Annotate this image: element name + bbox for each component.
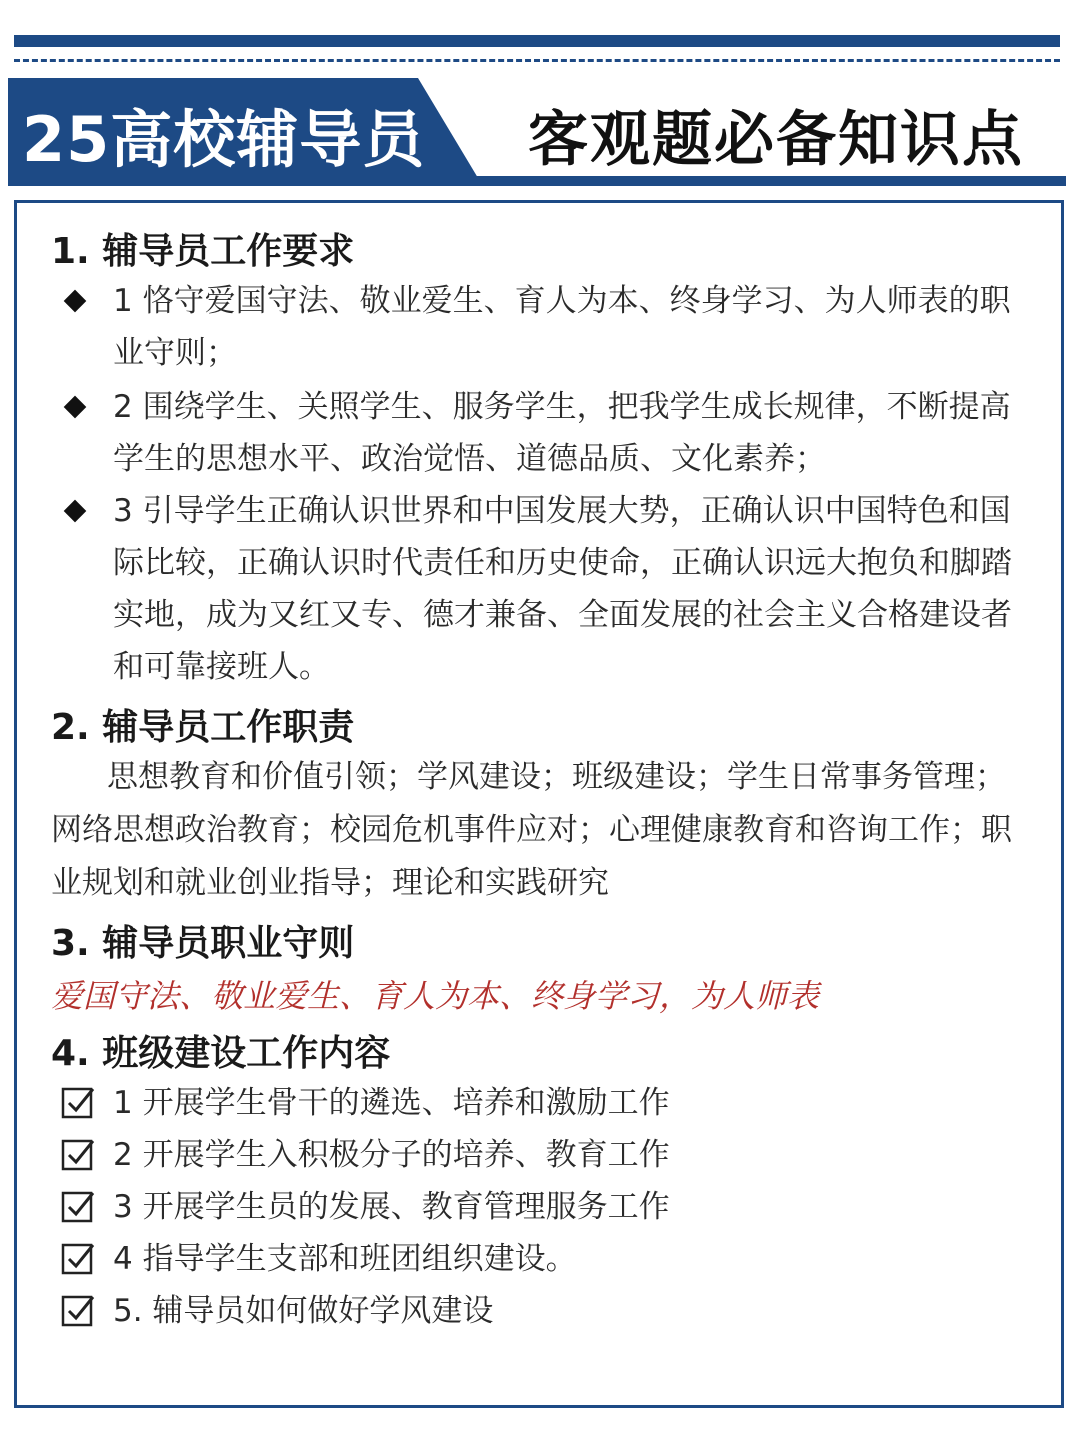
section-title-code: 3. 辅导员职业守则: [51, 923, 355, 964]
section-title-requirements: 1. 辅导员工作要求: [51, 231, 355, 272]
checkbox-checked-icon: [61, 1189, 95, 1223]
code-highlight: 爱国守法、敬业爱生、育人为本、终身学习，为人师表: [51, 977, 820, 1015]
diamond-bullet-icon: [64, 290, 87, 313]
duties-paragraph: 思想教育和价值引领；学风建设；班级建设；学生日常事务管理；网络思想政治教育；校园危机事件应对；心理健康教育和咨询工作；职业规划和就业创业指导；理论和实践研究: [51, 759, 1012, 901]
requirement-text: 3 引导学生正确认识世界和中国发展大势，正确认识中国特色和国际比较，正确认识时代责任和历史使命，正确认识远大抱负和脚踏实地，成为又红又专、德才兼备、全面发展的社会主义合格建设者和可靠接班人。: [113, 493, 1012, 685]
checkbox-checked-icon: [61, 1293, 95, 1327]
diamond-bullet-icon: [64, 500, 87, 523]
content-panel: [14, 200, 1064, 1408]
checklist-text: 5. 辅导员如何做好学风建设: [113, 1293, 494, 1329]
checklist-text: 4 指导学生支部和班团组织建设。: [113, 1241, 577, 1277]
header-banner: [8, 78, 1066, 186]
diamond-bullet-icon: [64, 396, 87, 419]
section-title-class-building: 4. 班级建设工作内容: [51, 1033, 391, 1074]
section-title-duties: 2. 辅导员工作职责: [51, 707, 355, 748]
checkbox-checked-icon: [61, 1137, 95, 1171]
checklist-text: 2 开展学生入积极分子的培养、教育工作: [113, 1137, 670, 1173]
requirement-text: 1 恪守爱国守法、敬业爱生、育人为本、终身学习、为人师表的职业守则；: [113, 283, 1011, 371]
checkbox-checked-icon: [61, 1085, 95, 1119]
header-right-title: 客观题必备知识点: [528, 105, 1024, 175]
top-rule-dashed: [14, 59, 1060, 62]
header-left-title: 25高校辅导员: [22, 103, 426, 176]
checklist-text: 1 开展学生骨干的遴选、培养和激励工作: [113, 1085, 670, 1121]
checkbox-checked-icon: [61, 1241, 95, 1275]
checklist-text: 3 开展学生员的发展、教育管理服务工作: [113, 1189, 670, 1225]
requirement-text: 2 围绕学生、关照学生、服务学生，把我学生成长规律，不断提高学生的思想水平、政治觉悟、道德品质、文化素养；: [113, 389, 1011, 477]
top-rule-solid: [14, 35, 1060, 47]
